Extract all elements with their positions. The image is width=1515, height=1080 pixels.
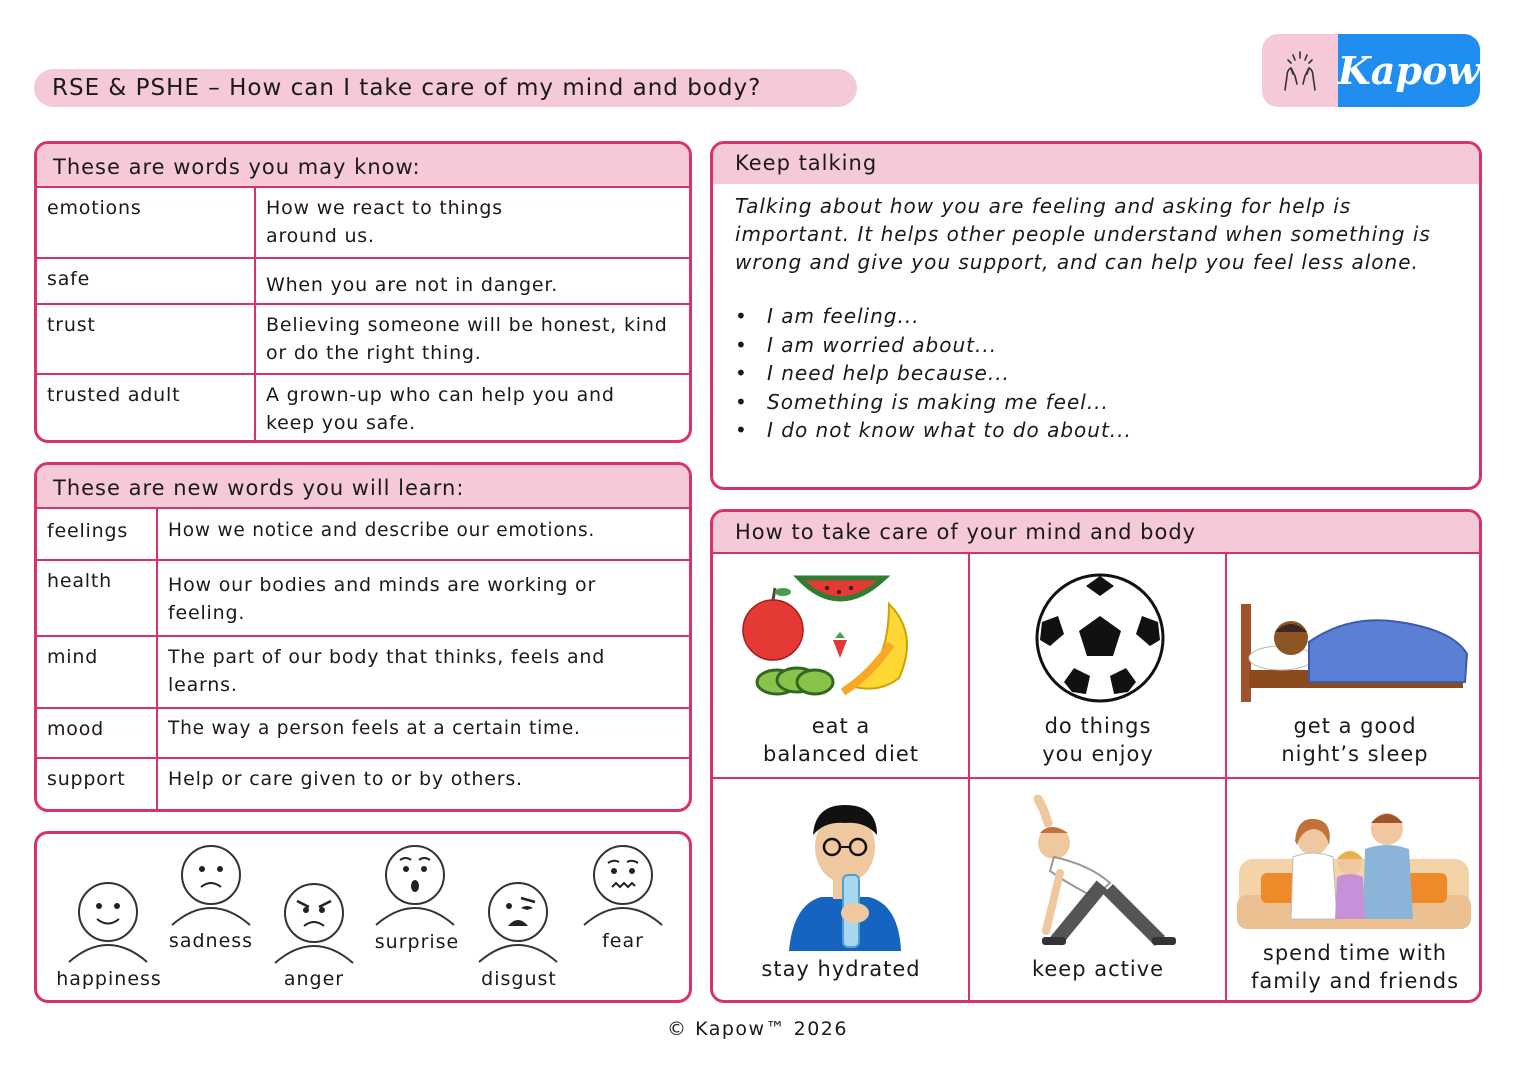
- list-item: • I am feeling...: [735, 302, 1463, 331]
- word-cell: safe: [37, 258, 255, 304]
- care-caption-line1: get a good: [1293, 714, 1417, 738]
- emotion-label-happiness: happiness: [56, 968, 162, 990]
- table-row: [37, 708, 689, 758]
- care-item-active: [970, 779, 1226, 1003]
- care-grid: [713, 552, 1479, 1000]
- emotion-label-anger: anger: [283, 968, 345, 990]
- definition-cell: Help or care given to or by others.: [157, 758, 689, 811]
- logo-wordmark: Kapow: [1338, 34, 1480, 107]
- table-row: [37, 304, 689, 374]
- word-cell: trust: [37, 304, 255, 374]
- child-drinking-water-icon: [785, 795, 905, 951]
- definition-cell: When you are not in danger.: [255, 258, 689, 304]
- person-stretching-icon: [1020, 793, 1180, 953]
- new-words-heading: These are new words you will learn:: [37, 465, 689, 509]
- shoulders-icon: [273, 935, 355, 965]
- definition-cell: How our bodies and minds are working or feeling.: [157, 560, 689, 636]
- emotion-label-sadness: sadness: [168, 930, 254, 952]
- known-words-heading: These are words you may know:: [37, 144, 689, 188]
- table-row: [37, 560, 689, 636]
- emotion-label-fear: fear: [602, 930, 644, 952]
- word-cell: support: [37, 758, 157, 811]
- definition-cell: Believing someone will be honest, kind or do the right thing.: [255, 304, 689, 374]
- emotion-label-surprise: surprise: [374, 931, 460, 953]
- definition-cell: How we notice and describe our emotions.: [168, 520, 596, 541]
- list-item: • I need help because...: [735, 359, 1463, 388]
- definition-cell: The way a person feels at a certain time.: [157, 708, 689, 758]
- shoulders-icon: [582, 897, 664, 927]
- care-caption-line1: spend time with: [1262, 941, 1448, 965]
- kapow-logo: [1262, 34, 1480, 107]
- word-cell: emotions: [37, 188, 255, 258]
- shoulders-icon: [67, 934, 149, 964]
- care-caption-line1: keep active: [1031, 957, 1165, 981]
- table-row: [37, 758, 689, 811]
- table-row: [37, 188, 689, 258]
- care-caption-line1: eat a: [811, 714, 871, 738]
- care-item-family: [1227, 779, 1482, 1003]
- emotion-label-disgust: disgust: [481, 968, 557, 990]
- page-title: RSE & PSHE – How can I take care of my mind and body?: [34, 69, 857, 107]
- table-row: [37, 636, 689, 708]
- keep-talking-text: Talking about how you are feeling and asking for help is important. It helps other people understand when something is wrong and give you support, and can help you feel less alone.: [735, 194, 1431, 274]
- list-item: • I do not know what to do about...: [735, 416, 1463, 445]
- football-icon: [1034, 572, 1166, 704]
- emotions-panel: [34, 831, 692, 1003]
- care-panel: [710, 509, 1482, 1003]
- word-cell: mood: [37, 708, 157, 758]
- table-row: [37, 509, 689, 560]
- list-item: • I am worried about...: [735, 331, 1463, 360]
- family-on-sofa-icon: [1237, 799, 1471, 937]
- word-cell: feelings: [37, 509, 157, 560]
- word-cell: trusted adult: [37, 374, 255, 441]
- care-caption-line2: you enjoy: [1042, 742, 1154, 766]
- care-caption-line1: stay hydrated: [761, 957, 921, 981]
- known-words-table: [37, 188, 689, 441]
- care-item-diet: [713, 552, 969, 777]
- definition-cell: How we react to things around us.: [266, 197, 503, 247]
- sleeping-child-icon: [1239, 600, 1471, 706]
- fruit-and-vegetables-icon: [739, 574, 939, 698]
- definition-cell: A grown-up who can help you and keep you safe.: [255, 374, 689, 441]
- table-row: [37, 258, 689, 304]
- known-words-panel: [34, 141, 692, 443]
- keep-talking-panel: [710, 141, 1482, 490]
- table-row: [37, 374, 689, 441]
- prompt-list: [735, 302, 1463, 445]
- hands-icon: [1262, 34, 1338, 107]
- word-cell: mind: [37, 636, 157, 708]
- definition-cell: The part of our body that thinks, feels and learns.: [157, 636, 689, 708]
- new-words-table: [37, 509, 689, 811]
- care-caption-line2: family and friends: [1250, 969, 1460, 993]
- word-cell: health: [37, 560, 157, 636]
- new-words-panel: [34, 462, 692, 812]
- list-item: • Something is making me feel...: [735, 388, 1463, 417]
- shoulders-icon: [374, 897, 456, 927]
- copyright-footer: © Kapow™ 2026: [667, 1018, 848, 1040]
- care-heading: How to take care of your mind and body: [713, 512, 1479, 552]
- shoulders-icon: [477, 934, 559, 964]
- care-caption-line2: night’s sleep: [1281, 742, 1429, 766]
- keep-talking-heading: Keep talking: [713, 144, 1479, 184]
- care-item-sleep: [1227, 552, 1482, 777]
- care-caption-line1: do things: [1044, 714, 1152, 738]
- care-item-hydrated: [713, 779, 969, 1003]
- care-item-enjoy: [970, 552, 1226, 777]
- care-caption-line2: balanced diet: [762, 742, 919, 766]
- shoulders-icon: [170, 897, 252, 927]
